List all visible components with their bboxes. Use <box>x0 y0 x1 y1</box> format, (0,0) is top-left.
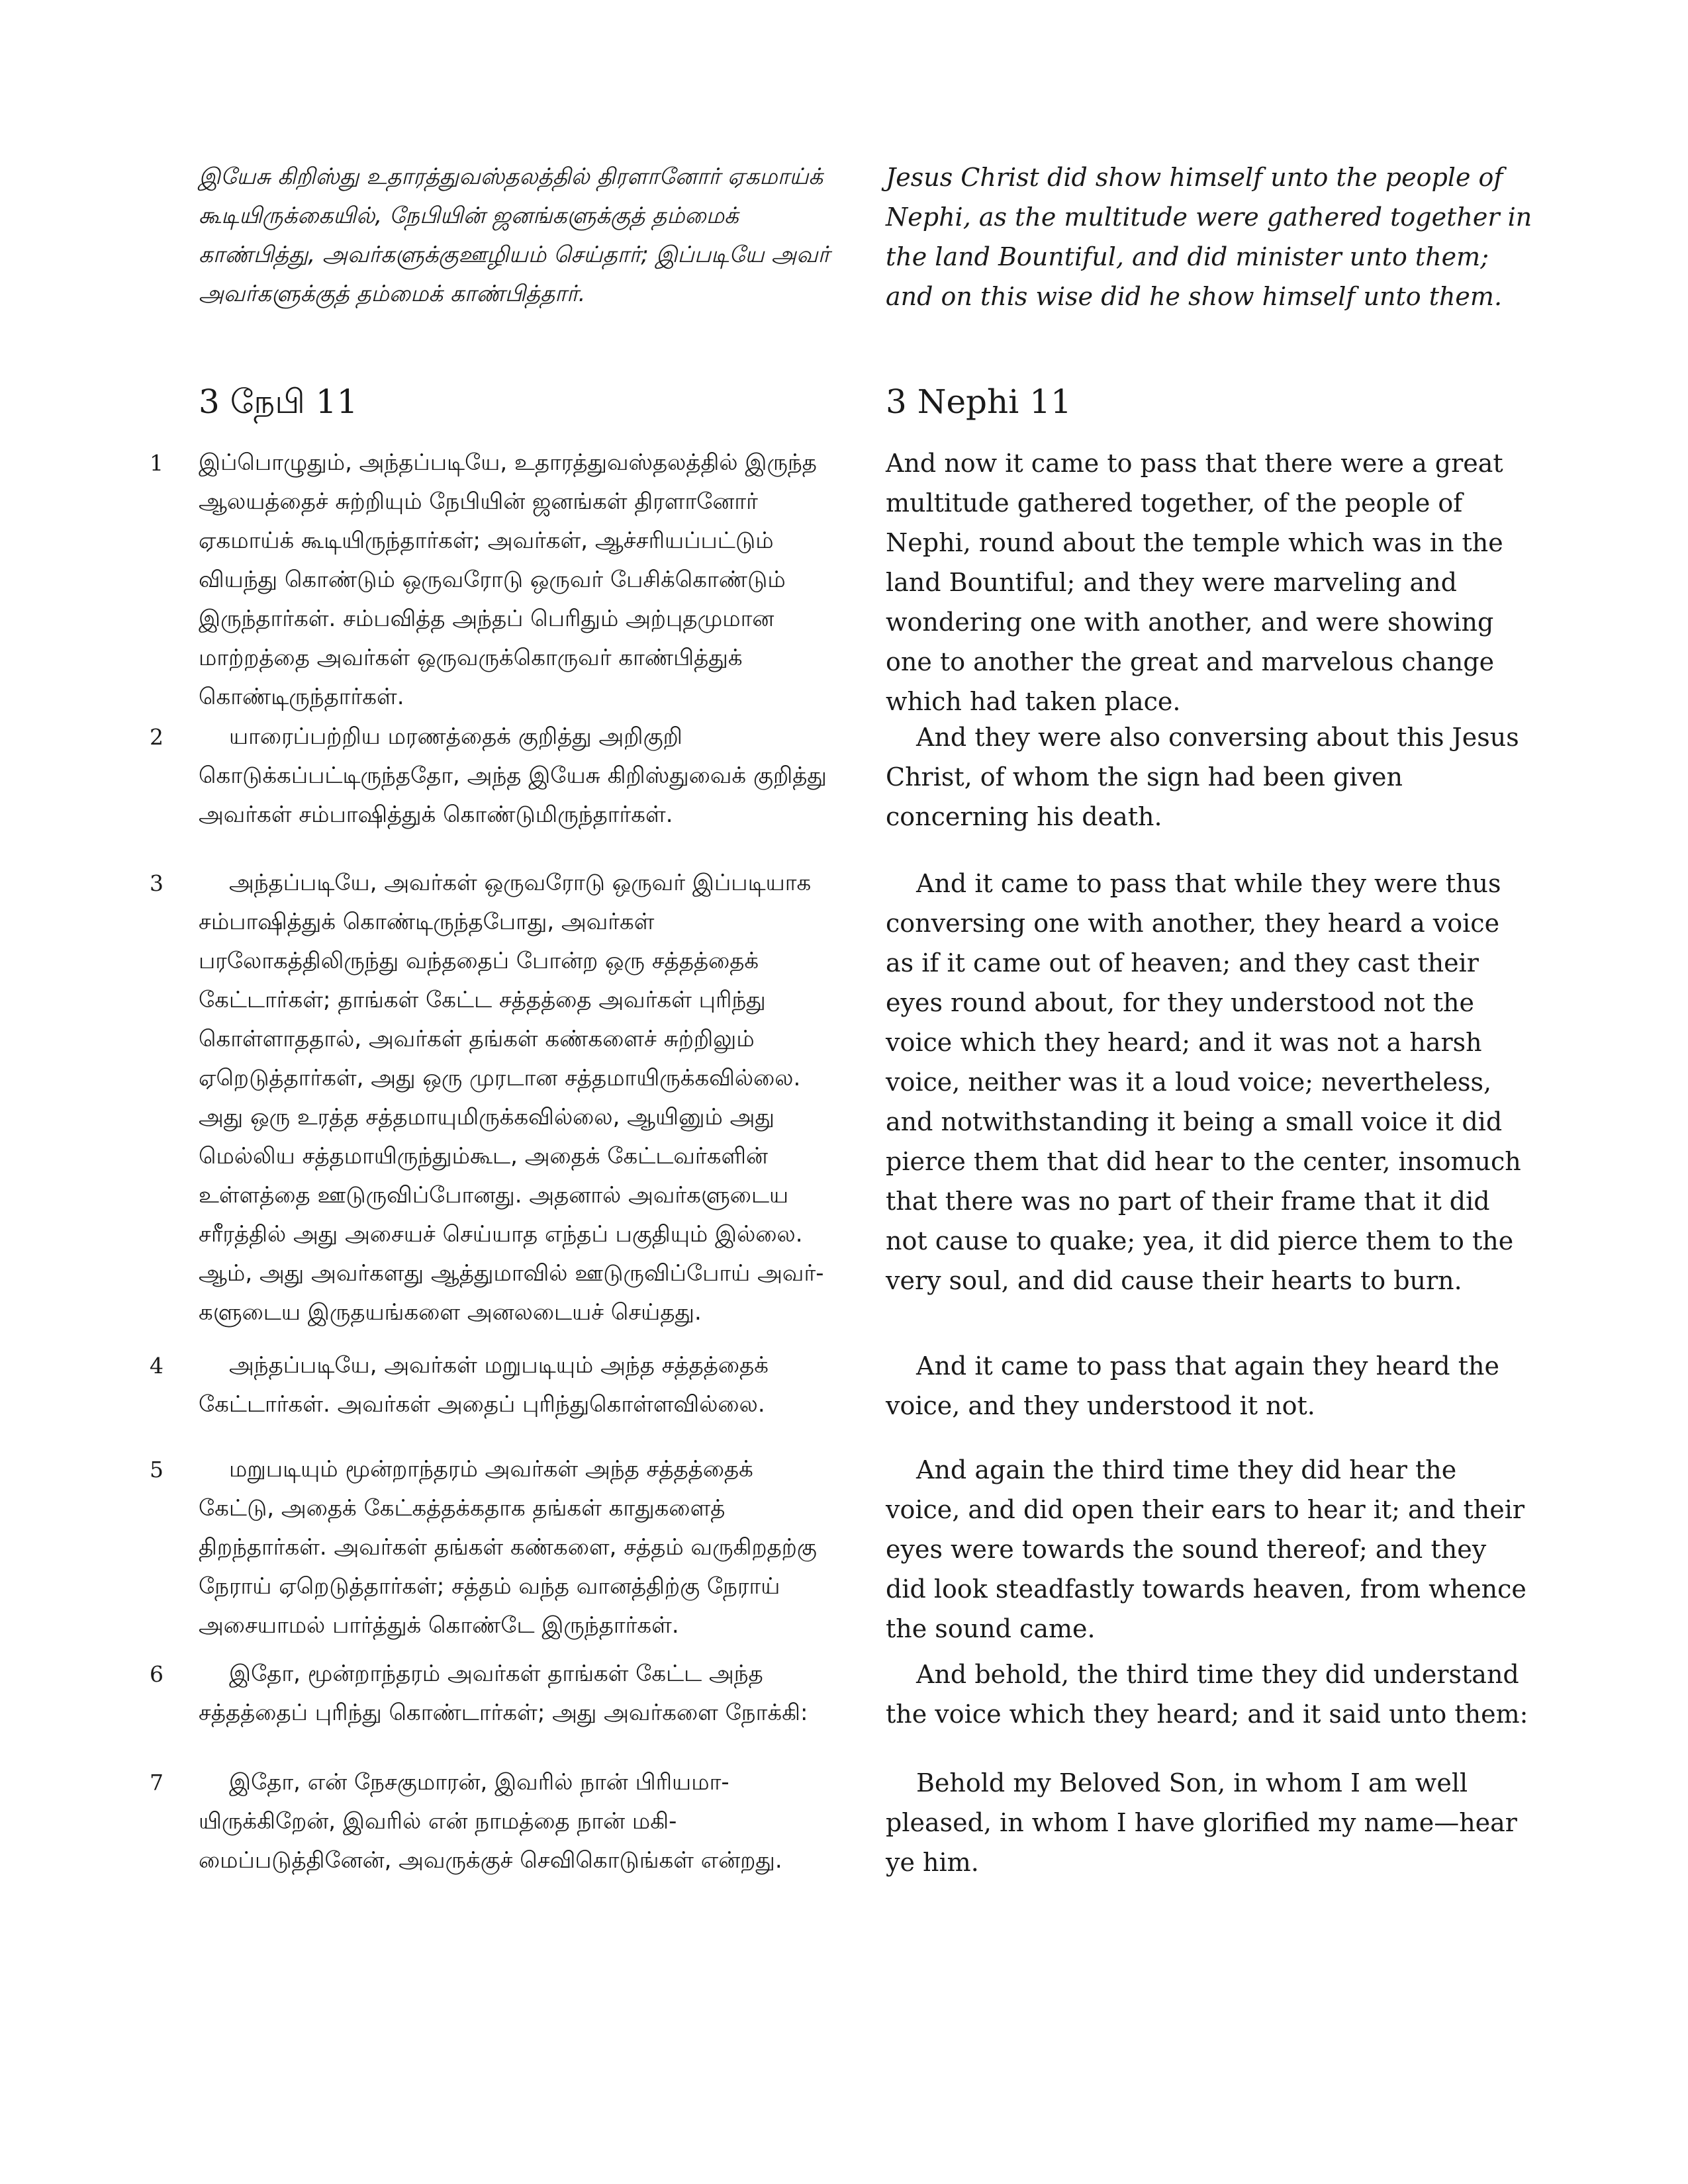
verse-english: And it came to pass that again they heard the voice, and they understood it not. <box>886 1351 1499 1420</box>
verse-number: 6 <box>150 1661 164 1687</box>
chapter-heading-tamil: 3 நேபி 11 <box>199 383 358 421</box>
verse-number: 5 <box>150 1457 164 1482</box>
chapter-summary-english: Jesus Christ did show himself unto the people of Nephi, as the multitude were gathered together in the land Bountiful, and did minister unto them; and on this wise did he show himself unto them. <box>886 163 1532 311</box>
verse-number: 3 <box>150 870 164 896</box>
verse-tamil: இப்பொழுதும், அந்தப்படியே, உதாரத்துவஸ்தலத்தில் இருந்த ஆலயத்தைச் சுற்றியும் நேபியின் ஜனங்கள் திரளானோர் ஏகமாய்க் கூடியிருந்தார்கள்; அவர்கள், ஆச்சரியப்பட்டும் வியந்து கொண்டும் ஒருவரோடு ஒருவர் பேசிக்கொண்டும் இருந்தார்கள். சம்பவித்த அந்தப் பெரிதும் அற்புதமுமான மாற்றத்தை அவர்கள் ஒருவருக்கொருவர் காண்பித்துக் கொண்டிருந்தார்கள். <box>199 449 817 710</box>
verse-tamil: அந்தப்படியே, அவர்கள் ஒருவரோடு ஒருவர் இப்படியாக சம்பாஷித்துக் கொண்டிருந்தபோது, அவர்கள் பரலோகத்திலிருந்து வந்ததைப் போன்ற ஒரு சத்தத்தைக் கேட்டார்கள்; தாங்கள் கேட்ட சத்தத்தை அவர்கள் புரிந்து கொள்ளாததால், அவர்கள் தங்கள் கண்களைச் சுற்றிலும் ஏறெடுத்தார்கள், அது ஒரு முரடான சத்தமாயிருக்கவில்லை. அது ஒரு உரத்த சத்தமாயுமிருக்கவில்லை, ஆயினும் அது மெல்லிய சத்தமாயிருந்தும்கூட, அதைக் கேட்டவர்களின் உள்ளத்தை ஊடுருவிப்போனது. அதனால் அவர்களுடைய சரீரத்தில் அது அசையச் செய்யாத எந்தப் பகுதியும் இல்லை. ஆம், அது அவர்களது ஆத்துமாவில் ஊடுருவிப்போய் அவர்களுடைய இருதயங்களை அனலடையச் செய்தது. <box>199 870 824 1326</box>
verse-number: 4 <box>150 1353 164 1379</box>
verse-english: Behold my Beloved Son, in whom I am well pleased, in whom I have glorified my name—hear ye him. <box>886 1768 1517 1877</box>
verse-number: 7 <box>150 1770 164 1796</box>
verse-tamil: இதோ, என் நேசகுமாரன், இவரில் நான் பிரியமாயிருக்கிறேன், இவரில் என் நாமத்தை நான் மகிமைப்படுத்தினேன், அவருக்குச் செவிகொடுங்கள் என்றது. <box>199 1769 782 1874</box>
verse-tamil: மறுபடியும் மூன்றாந்தரம் அவர்கள் அந்த சத்தத்தைக் கேட்டு, அதைக் கேட்கத்தக்கதாக தங்கள் காதுகளைத் திறந்தார்கள். அவர்கள் தங்கள் கண்களை, சத்தம் வருகிறதற்கு நேராய் ஏறெடுத்தார்கள்; சத்தம் வந்த வானத்திற்கு நேராய் அசையாமல் பார்த்துக் கொண்டே இருந்தார்கள். <box>199 1456 817 1639</box>
verse-tamil: அந்தப்படியே, அவர்கள் மறுபடியும் அந்த சத்தத்தைக் கேட்டார்கள். அவர்கள் அதைப் புரிந்துகொள்ளவில்லை. <box>199 1352 769 1418</box>
chapter-heading-english: 3 Nephi 11 <box>886 383 1072 421</box>
verse-tamil: இதோ, மூன்றாந்தரம் அவர்கள் தாங்கள் கேட்ட அந்த சத்தத்தைப் புரிந்து கொண்டார்கள்; அது அவர்களை நோக்கி: <box>199 1661 808 1726</box>
verse-tamil: யாரைப்பற்றிய மரணத்தைக் குறித்து அறிகுறி கொடுக்கப்பட்டிருந்ததோ, அந்த இயேசு கிறிஸ்துவைக் குறித்து அவர்கள் சம்பாஷித்துக் கொண்டுமிருந்தார்கள். <box>199 723 827 828</box>
verse-english: And again the third time they did hear the voice, and did open their ears to hear it; and their eyes were towards the sound thereof; and they did look steadfastly towards heaven, from whence the sound came. <box>886 1455 1526 1643</box>
chapter-summary-tamil: இயேசு கிறிஸ்து உதாரத்துவஸ்தலத்தில் திரளானோர் ஏகமாய்க் கூடியிருக்கையில், நேபியின் ஜனங்களுக்குத் தம்மைக் காண்பித்து, அவர்களுக்குஊழியம் செய்தார்; இப்படியே அவர் அவர்களுக்குத் தம்மைக் காண்பித்தார். <box>199 163 830 307</box>
verse-english: And now it came to pass that there were a great multitude gathered together, of the people of Nephi, round about the temple which was in the land Bountiful; and they were marveling and wondering one with another, and were showing one to another the great and marvelous change which had taken place. <box>886 449 1503 716</box>
verse-number: 2 <box>150 724 164 750</box>
verse-number: 1 <box>150 450 164 476</box>
verse-english: And they were also conversing about this Jesus Christ, of whom the sign had been given concerning his death. <box>886 723 1519 831</box>
verse-english: And behold, the third time they did understand the voice which they heard; and it said unto them: <box>886 1660 1528 1729</box>
verse-english: And it came to pass that while they were thus conversing one with another, they heard a voice as if it came out of heaven; and they cast their eyes round about, for they understood not the voice which they heard; and it was not a harsh voice, neither was it a loud voice; nevertheless, and notwithstanding it being a small voice it did pierce them that did hear to the center, insomuch that there was no part of their frame that it did not cause to quake; yea, it did pierce them to the very soul, and did cause their hearts to burn. <box>886 869 1521 1295</box>
